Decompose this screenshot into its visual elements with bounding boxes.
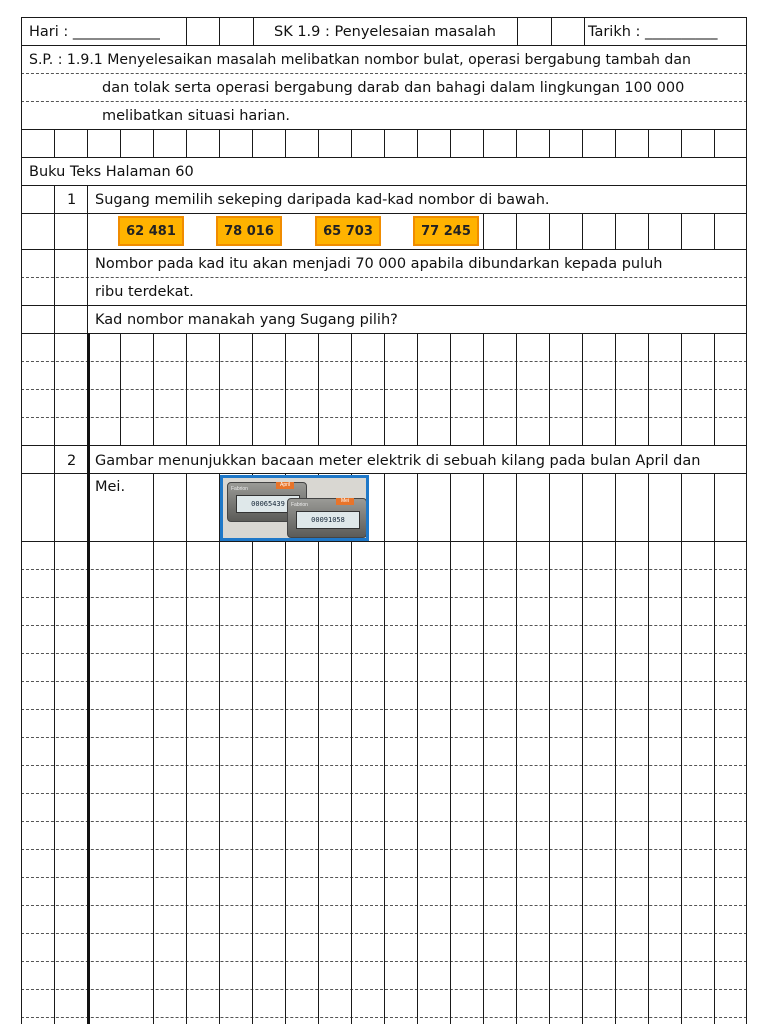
margin-line <box>87 333 90 1024</box>
grid-line-h <box>21 277 747 278</box>
grid-line-v <box>615 473 616 1024</box>
question-2-number: 2 <box>67 453 77 469</box>
question-1-number: 1 <box>67 192 77 208</box>
grid-line-v <box>219 473 220 1024</box>
grid-line-v <box>714 213 715 249</box>
topic-title: SK 1.9 : Penyelesaian masalah <box>274 24 496 40</box>
grid-line-v <box>153 473 154 1024</box>
grid-line-v <box>681 473 682 1024</box>
grid-line-v <box>582 213 583 249</box>
grid-line-v <box>351 129 352 157</box>
grid-line-h <box>21 157 747 158</box>
grid-line-v <box>681 333 682 445</box>
grid-line-v <box>153 129 154 157</box>
grid-line-v <box>253 17 254 45</box>
grid-line-v <box>551 17 552 45</box>
grid-line-v <box>417 333 418 445</box>
question-1-intro: Sugang memilih sekeping daripada kad-kad nombor di bawah. <box>95 192 550 208</box>
grid-border-right <box>746 17 747 1024</box>
grid-line-v <box>450 473 451 1024</box>
tarikh-field[interactable]: Tarikh : __________ <box>588 24 718 40</box>
grid-line-v <box>648 333 649 445</box>
grid-line-h <box>21 249 747 250</box>
grid-line-v <box>285 333 286 445</box>
grid-line-v <box>120 129 121 157</box>
grid-line-v <box>285 129 286 157</box>
grid-line-v <box>516 129 517 157</box>
number-card-1[interactable]: 62 481 <box>118 216 184 246</box>
grid-line-v <box>252 333 253 445</box>
grid-line-v <box>252 473 253 1024</box>
grid-line-v <box>584 17 585 45</box>
grid-line-v <box>516 333 517 445</box>
number-card-4[interactable]: 77 245 <box>413 216 479 246</box>
grid-line-v <box>351 473 352 1024</box>
grid-line-v <box>186 129 187 157</box>
grid-line-v <box>384 333 385 445</box>
grid-line-v <box>714 129 715 157</box>
meter-mei-brand: Fabrion <box>291 502 308 508</box>
grid-line-v <box>384 129 385 157</box>
grid-line-v <box>648 129 649 157</box>
grid-line-v <box>681 213 682 249</box>
grid-line-v <box>582 333 583 445</box>
question-2-line-1: Gambar menunjukkan bacaan meter elektrik di sebuah kilang pada bulan April dan <box>95 453 701 469</box>
grid-line-v <box>384 473 385 1024</box>
grid-line-v <box>219 129 220 157</box>
grid-line-h <box>21 445 747 446</box>
grid-line-v <box>219 333 220 445</box>
grid-line-h <box>21 17 747 18</box>
question-1-line-2a: Nombor pada kad itu akan menjadi 70 000 apabila dibundarkan kepada puluh <box>95 256 663 272</box>
grid-line-v <box>351 333 352 445</box>
grid-line-v <box>648 473 649 1024</box>
grid-line-v <box>516 213 517 249</box>
grid-line-v <box>120 333 121 445</box>
grid-line-v <box>714 333 715 445</box>
grid-line-v <box>582 473 583 1024</box>
grid-line-v <box>318 473 319 1024</box>
grid-line-v <box>615 129 616 157</box>
standard-line-1: S.P. : 1.9.1 Menyelesaikan masalah melibatkan nombor bulat, operasi bergabung tambah dan <box>29 52 691 68</box>
grid-line-v <box>483 473 484 1024</box>
grid-line-v <box>483 129 484 157</box>
grid-line-v <box>417 129 418 157</box>
meter-mei-tag: Mei <box>336 498 354 505</box>
grid-line-v <box>615 213 616 249</box>
standard-line-3: melibatkan situasi harian. <box>102 108 290 124</box>
grid-line-v <box>54 185 55 473</box>
grid-line-v <box>219 17 220 45</box>
meter-mei <box>287 498 367 538</box>
grid-line-v <box>549 473 550 1024</box>
grid-line-v <box>582 129 583 157</box>
grid-line-v <box>648 213 649 249</box>
grid-line-v <box>516 473 517 1024</box>
meter-mei-reading: 00091058 <box>296 511 360 529</box>
grid-line-v <box>54 473 55 1024</box>
grid-line-v <box>318 129 319 157</box>
meter-april-reading: 00065439 <box>236 495 300 513</box>
grid-line-v <box>417 473 418 1024</box>
standard-line-2: dan tolak serta operasi bergabung darab dan bahagi dalam lingkungan 100 000 <box>102 80 685 96</box>
grid-line-v <box>450 333 451 445</box>
meter-april-tag: April <box>276 482 294 489</box>
meter-april-brand: Fabrion <box>231 486 248 492</box>
worksheet-page <box>21 17 747 1024</box>
grid-line-v <box>681 129 682 157</box>
grid-line-h <box>21 305 747 306</box>
grid-line-v <box>153 333 154 445</box>
grid-line-h <box>21 185 747 186</box>
question-1-line-3: Kad nombor manakah yang Sugang pilih? <box>95 312 398 328</box>
grid-line-v <box>252 129 253 157</box>
grid-border-left <box>21 17 22 1024</box>
grid-line-v <box>186 17 187 45</box>
grid-line-h <box>21 213 747 214</box>
grid-line-v <box>549 333 550 445</box>
grid-line-v <box>450 129 451 157</box>
number-card-2[interactable]: 78 016 <box>216 216 282 246</box>
grid-line-v <box>714 473 715 1024</box>
grid-line-v <box>285 473 286 1024</box>
grid-line-v <box>483 333 484 445</box>
number-card-3[interactable]: 65 703 <box>315 216 381 246</box>
grid-line-v <box>549 213 550 249</box>
grid-line-v <box>517 17 518 45</box>
grid-line-v <box>186 333 187 445</box>
grid-line-v <box>318 333 319 445</box>
question-2-line-2: Mei. <box>95 479 126 495</box>
electric-meter-photo <box>220 475 369 541</box>
grid-line-h <box>21 73 747 74</box>
grid-line-v <box>615 333 616 445</box>
grid-line-v <box>186 473 187 1024</box>
question-1-line-2b: ribu terdekat. <box>95 284 194 300</box>
grid-line-h <box>21 45 747 46</box>
grid-line-v <box>54 129 55 157</box>
grid-line-h <box>21 101 747 102</box>
grid-line-v <box>87 129 88 157</box>
textbook-reference: Buku Teks Halaman 60 <box>29 164 194 180</box>
grid-line-v <box>483 213 484 249</box>
hari-field[interactable]: Hari : ____________ <box>29 24 160 40</box>
grid-line-v <box>549 129 550 157</box>
